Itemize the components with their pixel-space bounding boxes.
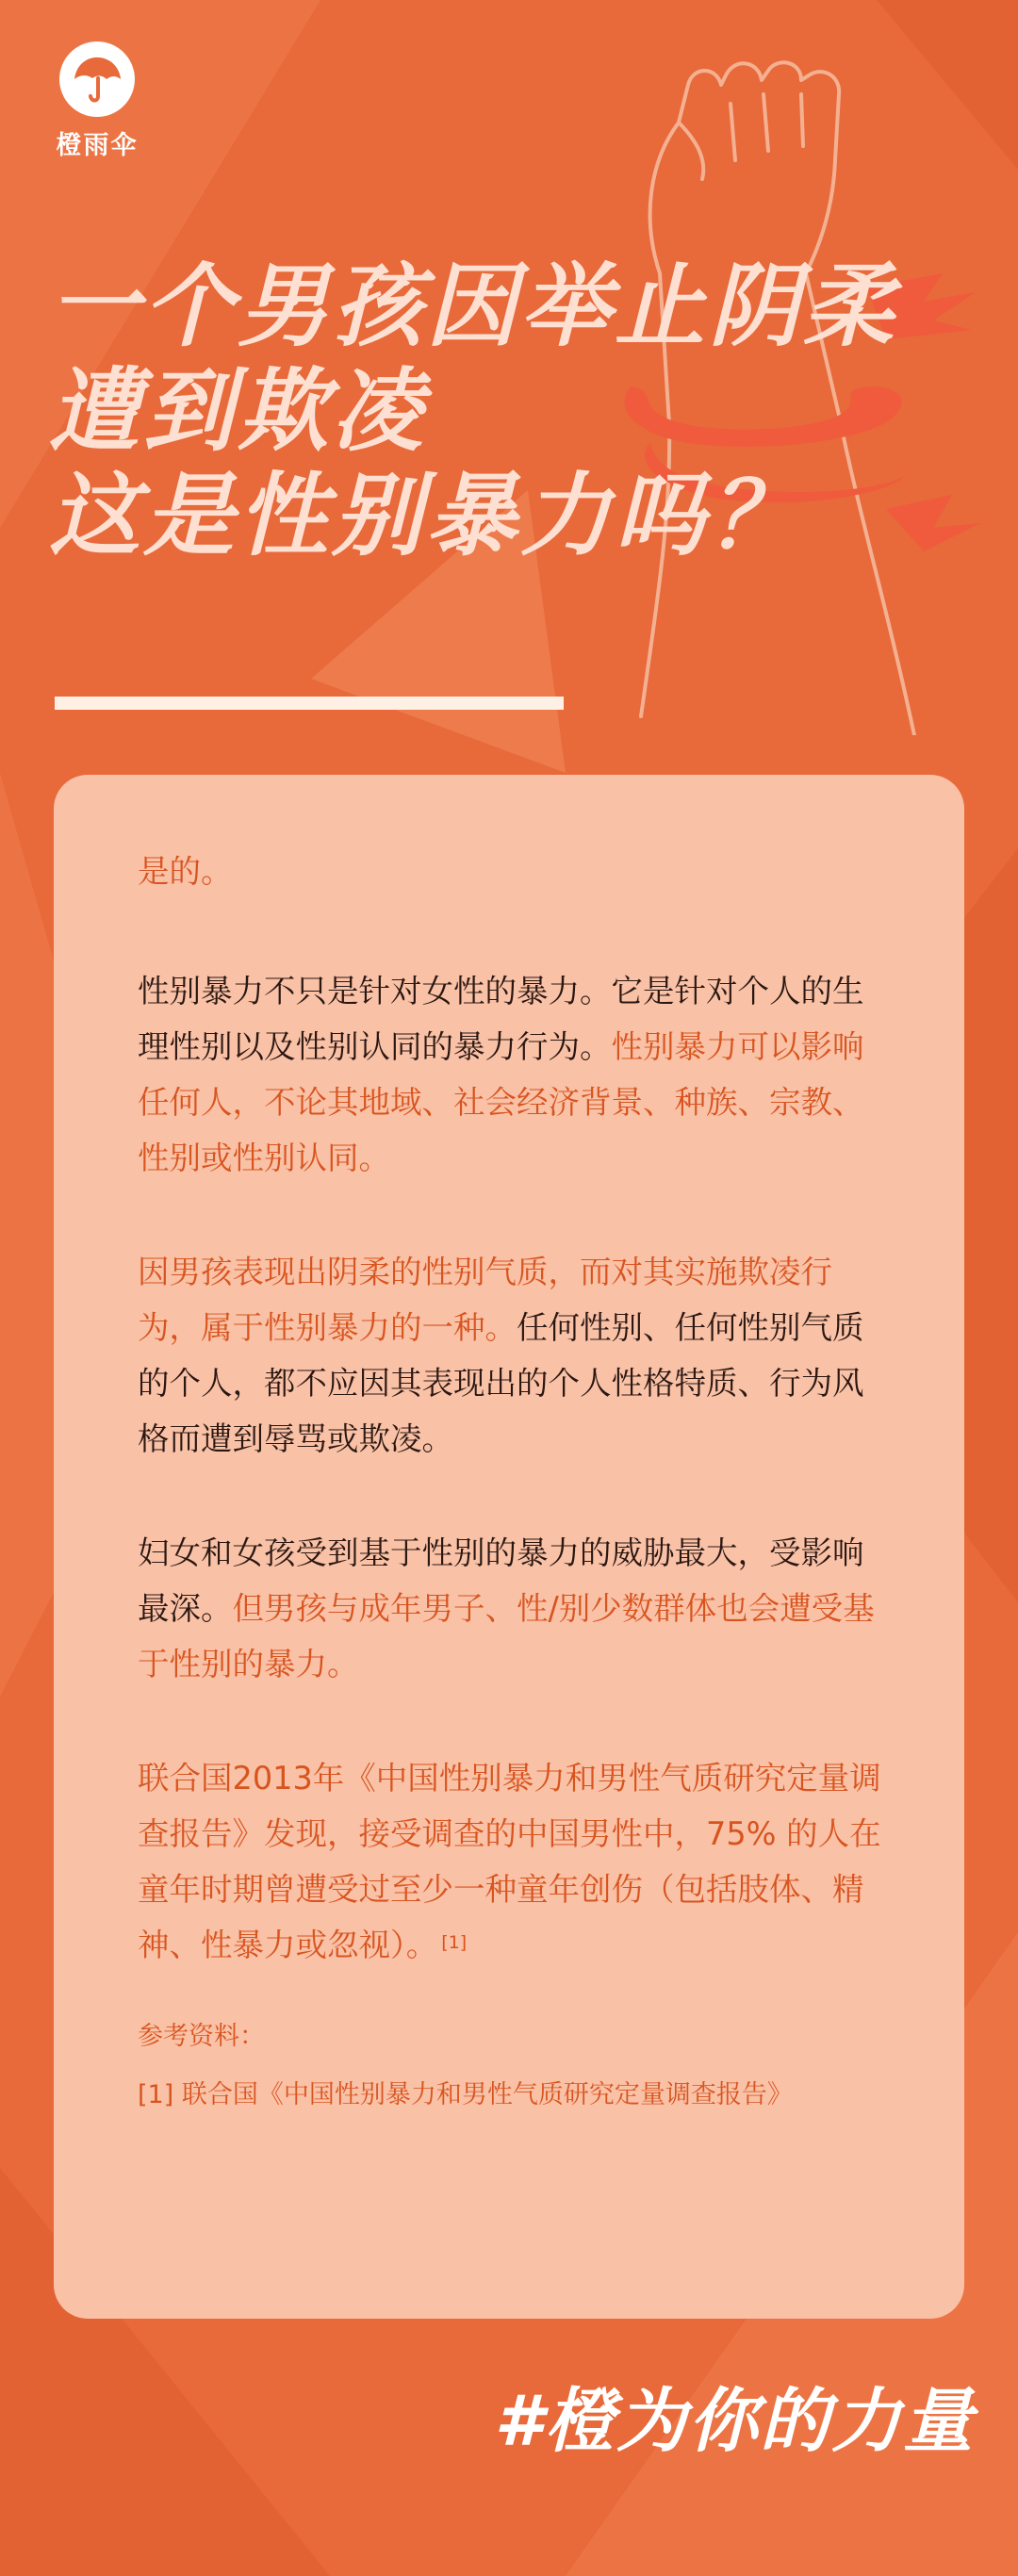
impact-highlight: 但男孩与成年男子、性/别少数群体也会遭受基于性别的暴力。 <box>138 1590 875 1682</box>
definition-paragraph <box>138 963 892 1186</box>
umbrella-icon <box>69 51 125 107</box>
statistic-text: 联合国2013年《中国性别暴力和男性气质研究定量调查报告》发现，接受调查的中国男性中，75% 的人在童年时期曾遭受过至少一种童年创伤（包括肢体、精神、性暴力或忽视）。 <box>138 1760 881 1963</box>
impact-text: 妇女和女孩受到基于性别的暴力的威胁最大，受影响最深。 <box>138 1534 864 1627</box>
reference-item: [1] 联合国《中国性别暴力和男性气质研究定量调查报告》 <box>138 2080 793 2109</box>
impact-paragraph <box>138 1525 892 1692</box>
title-line-3: 这是性别暴力吗？ <box>49 463 803 568</box>
citation-marker: [1] <box>441 1932 468 1953</box>
bullying-paragraph <box>138 1244 892 1467</box>
brand-logo <box>55 41 140 161</box>
title-line-2: 遭到欺凌 <box>49 358 426 464</box>
brand-name: 橙雨伞 <box>56 131 139 160</box>
definition-text: 性别暴力不只是针对女性的暴力。它是针对个人的生理性别以及性别认同的暴力行为。 <box>138 973 864 1065</box>
answer-paragraph: 是的。 <box>138 853 233 890</box>
statistic-paragraph <box>138 1750 892 1973</box>
bullying-highlight: 因男孩表现出阴柔的性别气质，而对其实施欺凌行为，属于性别暴力的一种。 <box>138 1254 832 1346</box>
campaign-hashtag: #橙为你的力量 <box>494 2381 975 2462</box>
definition-highlight: 性别暴力可以影响任何人，不论其地域、社会经济背景、种族、宗教、性别或性别认同。 <box>138 1028 864 1176</box>
references-heading: 参考资料： <box>138 2022 265 2051</box>
article-body <box>138 844 892 2116</box>
logo-badge <box>59 41 135 117</box>
title-underline <box>55 697 564 710</box>
bullying-text: 任何性别、任何性别气质的个人，都不应因其表现出的个人性格特质、行为风格而遭到辱骂或欺凌。 <box>138 1309 864 1457</box>
title-line-1: 一个男孩因举止阴柔 <box>49 254 897 359</box>
page-title <box>49 254 897 568</box>
